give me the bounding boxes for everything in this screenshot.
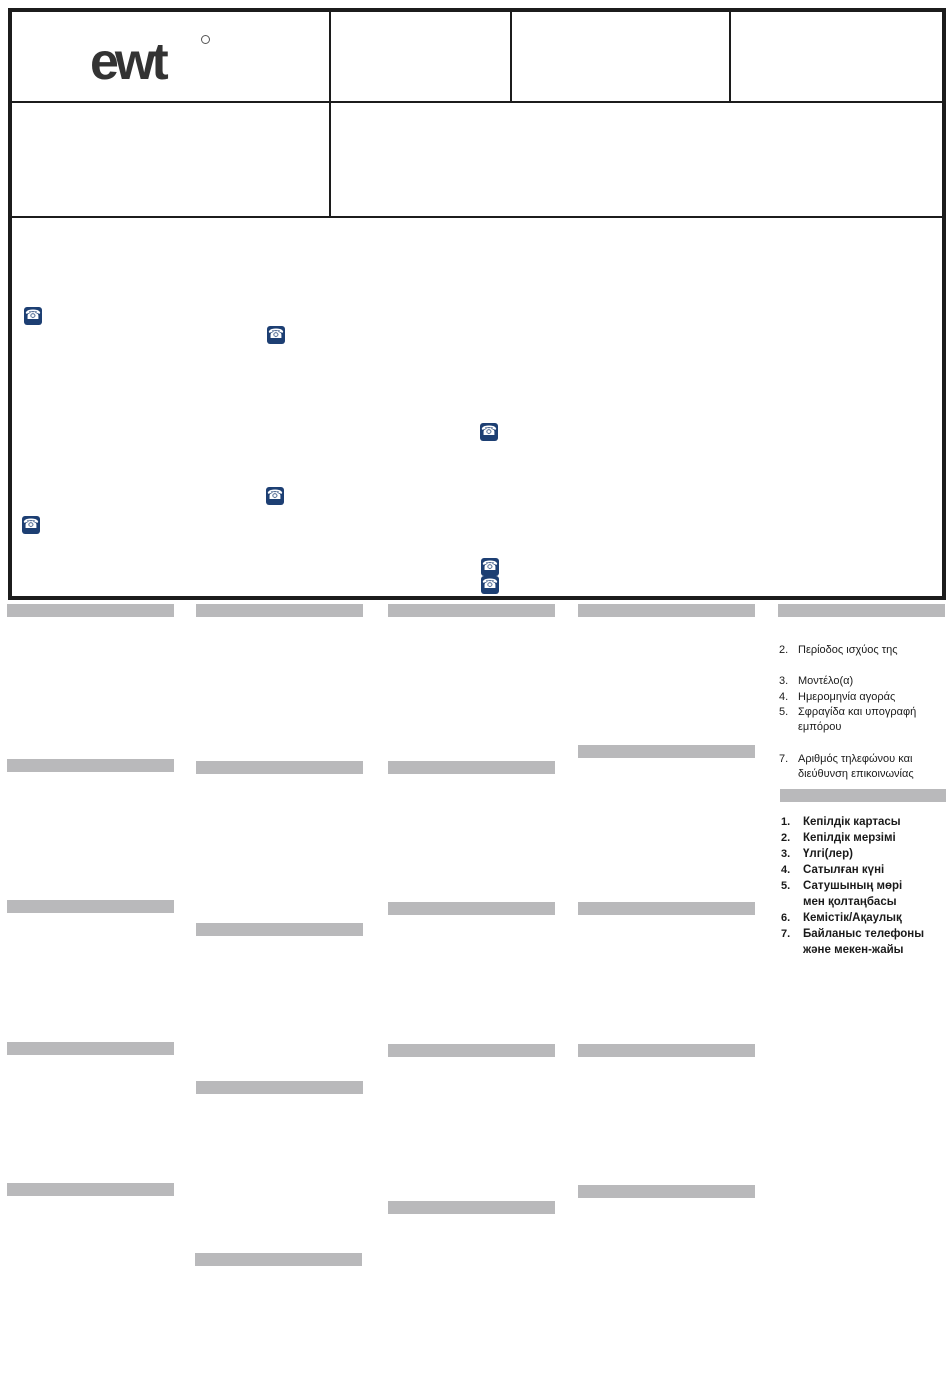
card-divider-horizontal-top	[10, 101, 944, 103]
section-heading-bar	[578, 902, 755, 915]
list-item: Σφραγίδα και υπογραφή	[798, 706, 917, 718]
list-number: 7.	[781, 928, 791, 940]
telephone-icon: ☎	[24, 308, 42, 323]
card-divider-vertical-1	[329, 10, 331, 217]
list-number: 4.	[781, 864, 791, 876]
section-heading-bar	[196, 604, 363, 617]
telephone-icon: ☎	[481, 559, 499, 574]
section-heading-bar	[388, 902, 555, 915]
list-item: Μοντέλο(α)	[798, 675, 854, 687]
section-heading-bar	[388, 1201, 555, 1214]
section-heading-bar	[578, 745, 755, 758]
list-item: Сатушының мөрі	[803, 880, 903, 892]
list-number: 4.	[779, 691, 789, 703]
warranty-card	[8, 8, 946, 600]
section-heading-bar	[7, 900, 174, 913]
section-heading-bar	[780, 789, 946, 802]
list-number: 2.	[781, 832, 791, 844]
card-divider-horizontal-middle	[10, 216, 944, 218]
list-item: Байланыс телефоны	[803, 928, 925, 940]
list-number: 1.	[781, 816, 791, 828]
section-heading-bar	[578, 1044, 755, 1057]
list-number: 2.	[779, 644, 789, 656]
telephone-icon: ☎	[22, 517, 40, 532]
list-number: 3.	[779, 675, 789, 687]
section-heading-bar	[388, 604, 555, 617]
section-heading-bar	[388, 1044, 555, 1057]
section-heading-bar	[195, 1253, 362, 1266]
telephone-icon: ☎	[266, 488, 284, 503]
section-heading-bar	[196, 923, 363, 936]
list-number: 5.	[781, 880, 791, 892]
list-item: Үлгі(лер)	[803, 848, 853, 860]
list-item: Αριθμός τηλεφώνου και	[798, 753, 913, 765]
section-heading-bar	[578, 604, 755, 617]
list-item: Кемістік/Ақаулық	[803, 912, 902, 924]
list-item: Ημερομηνία αγοράς	[798, 691, 896, 703]
section-heading-bar	[7, 1042, 174, 1055]
list-number: 7.	[779, 753, 789, 765]
telephone-icon: ☎	[267, 327, 285, 342]
brand-logo: ewt	[90, 33, 165, 91]
list-item: мен қолтаңбасы	[803, 896, 897, 908]
registered-mark-icon	[201, 35, 210, 44]
list-item: διεύθυνση επικοινωνίας	[798, 768, 914, 780]
list-item: εμπόρου	[798, 721, 842, 733]
list-item: Сатылған күні	[803, 864, 885, 876]
list-number: 3.	[781, 848, 791, 860]
section-heading-bar	[778, 604, 945, 617]
list-number: 5.	[779, 706, 789, 718]
list-item: Περίοδος ισχύος της	[798, 644, 898, 656]
section-heading-bar	[388, 761, 555, 774]
telephone-icon: ☎	[481, 577, 499, 592]
card-divider-vertical-2	[510, 10, 512, 102]
section-heading-bar	[7, 1183, 174, 1196]
telephone-icon: ☎	[480, 424, 498, 439]
list-number: 6.	[781, 912, 791, 924]
section-heading-bar	[7, 759, 174, 772]
section-heading-bar	[7, 604, 174, 617]
list-item: Кепілдік картасы	[803, 816, 901, 828]
section-heading-bar	[196, 1081, 363, 1094]
list-item: және мекен-жайы	[803, 944, 904, 956]
section-heading-bar	[196, 761, 363, 774]
list-item: Кепілдік мерзімі	[803, 832, 896, 844]
section-heading-bar	[578, 1185, 755, 1198]
card-divider-vertical-3	[729, 10, 731, 102]
